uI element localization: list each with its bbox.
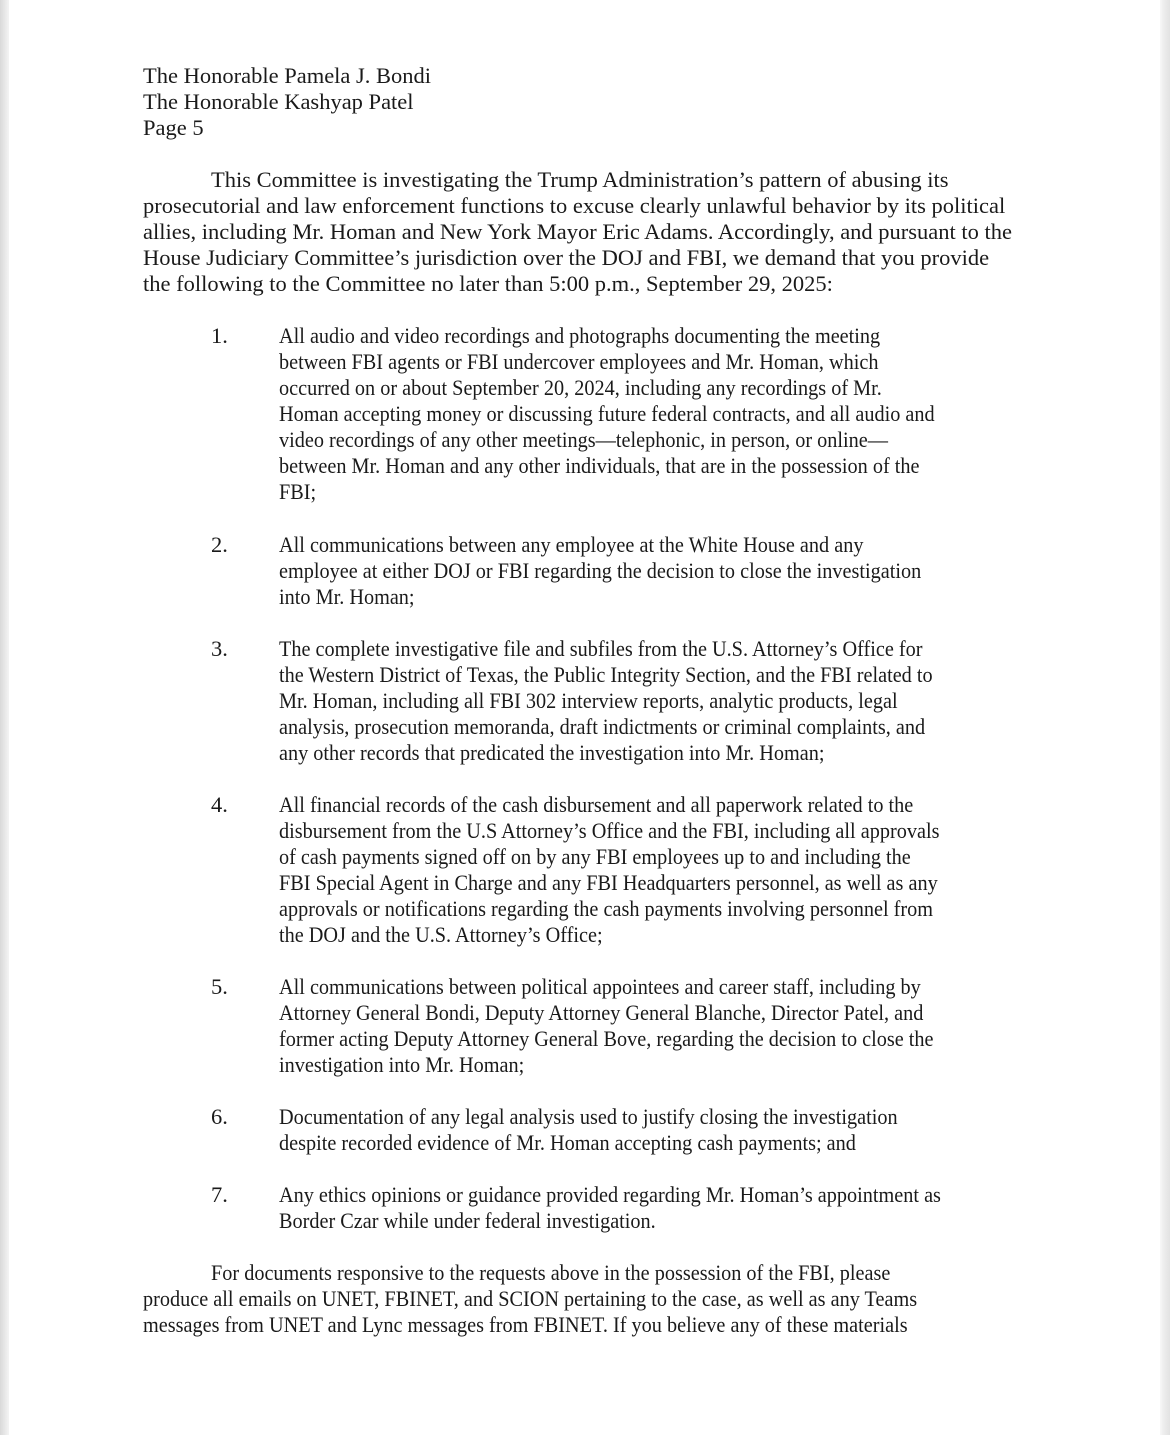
item-line: between Mr. Homan and any other individuals, that are in the possession of the — [279, 453, 920, 478]
item-line: Homan accepting money or discussing future federal contracts, and all audio and — [279, 401, 935, 426]
item-number: 2. — [211, 532, 228, 557]
item-line: employee at either DOJ or FBI regarding the decision to close the investigation — [279, 558, 922, 583]
viewer-right-edge — [1160, 0, 1170, 1435]
item-line: of cash payments signed off on by any FBI employees up to and including the — [279, 844, 911, 869]
paragraph-line: For documents responsive to the requests above in the possession of the FBI, please — [211, 1260, 891, 1285]
item-line: between FBI agents or FBI undercover employees and Mr. Homan, which — [279, 349, 879, 374]
item-line: analysis, prosecution memoranda, draft indictments or criminal complaints, and — [279, 714, 926, 739]
item-line: into Mr. Homan; — [279, 584, 415, 609]
item-line: investigation into Mr. Homan; — [279, 1052, 525, 1077]
paragraph-line: allies, including Mr. Homan and New York Mayor Eric Adams. Accordingly, and pursuant to the — [143, 219, 1013, 244]
item-line: despite recorded evidence of Mr. Homan accepting cash payments; and — [279, 1130, 856, 1155]
item-line: Border Czar while under federal investigation. — [279, 1208, 656, 1233]
item-line: approvals or notifications regarding the cash payments involving personnel from — [279, 896, 934, 921]
item-number: 7. — [211, 1182, 228, 1207]
paragraph-line: This Committee is investigating the Trump Administration’s pattern of abusing its — [211, 167, 949, 192]
paragraph-line: House Judiciary Committee’s jurisdiction over the DOJ and FBI, we demand that you provide — [143, 245, 990, 270]
item-number: 6. — [211, 1104, 228, 1129]
paragraph-line: produce all emails on UNET, FBINET, and SCION pertaining to the case, as well as any Teams — [143, 1286, 918, 1311]
item-line: Mr. Homan, including all FBI 302 interview reports, analytic products, legal — [279, 688, 898, 713]
paragraph-line: messages from UNET and Lync messages from FBINET. If you believe any of these materials — [143, 1312, 908, 1337]
item-line: Attorney General Bondi, Deputy Attorney General Blanche, Director Patel, and — [279, 1000, 924, 1025]
item-line: former acting Deputy Attorney General Bove, regarding the decision to close the — [279, 1026, 934, 1051]
item-line: All communications between any employee at the White House and any — [279, 532, 864, 557]
item-line: All communications between political appointees and career staff, including by — [279, 974, 921, 999]
item-line: Documentation of any legal analysis used to justify closing the investigation — [279, 1104, 898, 1129]
item-line: the DOJ and the U.S. Attorney’s Office; — [279, 922, 603, 947]
item-line: any other records that predicated the investigation into Mr. Homan; — [279, 740, 825, 765]
item-line: All audio and video recordings and photographs documenting the meeting — [279, 323, 881, 348]
document-page — [9, 0, 1160, 1435]
item-number: 4. — [211, 792, 228, 817]
paragraph-line: prosecutorial and law enforcement functions to excuse clearly unlawful behavior by its political — [143, 193, 1006, 218]
item-number: 3. — [211, 636, 228, 661]
addressee-line-1: The Honorable Pamela J. Bondi — [143, 63, 432, 88]
item-line: FBI; — [279, 479, 317, 504]
item-line: All financial records of the cash disbursement and all paperwork related to the — [279, 792, 914, 817]
item-line: Any ethics opinions or guidance provided regarding Mr. Homan’s appointment as — [279, 1182, 941, 1207]
item-line: occurred on or about September 20, 2024, including any recordings of Mr. — [279, 375, 882, 400]
item-number: 5. — [211, 974, 228, 999]
viewer-left-edge — [0, 0, 9, 1435]
item-line: The complete investigative file and subfiles from the U.S. Attorney’s Office for — [279, 636, 923, 661]
item-line: FBI Special Agent in Charge and any FBI Headquarters personnel, as well as any — [279, 870, 938, 895]
page-number: Page 5 — [143, 115, 204, 140]
item-number: 1. — [211, 323, 228, 348]
paragraph-line: the following to the Committee no later than 5:00 p.m., September 29, 2025: — [143, 271, 833, 296]
addressee-line-2: The Honorable Kashyap Patel — [143, 89, 414, 114]
item-line: disbursement from the U.S Attorney’s Office and the FBI, including all approvals — [279, 818, 940, 843]
item-line: the Western District of Texas, the Public Integrity Section, and the FBI related to — [279, 662, 933, 687]
item-line: video recordings of any other meetings—telephonic, in person, or online— — [279, 427, 889, 452]
